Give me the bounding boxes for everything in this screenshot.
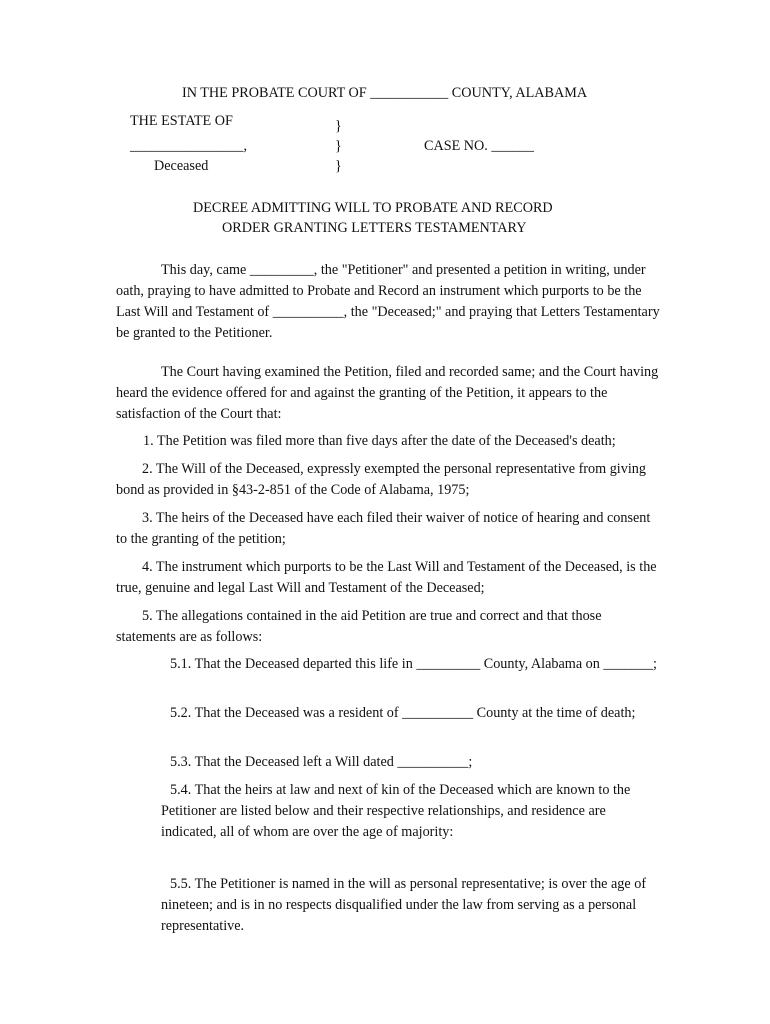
caption-bracket: }	[335, 158, 342, 174]
finding-item-4: 4. The instrument which purports to be the Last Will and Testament of the Deceased, is the true, genuine and legal Last Will and Testament of the Deceased;	[116, 559, 657, 596]
sub-item-5-2: 5.2. That the Deceased was a resident of __________ County at the time of death;	[170, 705, 636, 721]
opening-paragraph: This day, came _________, the "Petitioner" and presented a petition in writing, under oath, praying to have admitted to Probate and Record an instrument which purports to be the Last Will and Testament of __________, the "Deceased;" and praying that Letters Testamentary be granted to the Petitioner.	[116, 262, 660, 341]
title-line-2: ORDER GRANTING LETTERS TESTAMENTARY	[222, 220, 527, 236]
sub-item-5-3: 5.3. That the Deceased left a Will dated __________;	[170, 754, 473, 770]
deceased-label: Deceased	[154, 158, 209, 174]
estate-of-label: THE ESTATE OF	[130, 113, 233, 129]
sub-item-5-1: 5.1. That the Deceased departed this life in _________ County, Alabama on _______;	[170, 656, 658, 672]
sub-item-5-4: 5.4. That the heirs at law and next of kin of the Deceased which are known to the Petitioner are listed below and their respective relationships, and residence are indicated, all of whom are over the age of majority:	[161, 782, 631, 840]
court-heading: IN THE PROBATE COURT OF ___________ COUNTY, ALABAMA	[182, 85, 588, 101]
findings-intro-paragraph: The Court having examined the Petition, filed and recorded same; and the Court having heard the evidence offered for and against the granting of the Petition, it appears to the satisfaction of the Court that:	[116, 364, 659, 422]
finding-item-3: 3. The heirs of the Deceased have each filed their waiver of notice of hearing and consent to the granting of the petition;	[116, 510, 651, 547]
sub-item-5-5: 5.5. The Petitioner is named in the will as personal representative; is over the age of nineteen; and is in no respects disqualified under the law from serving as a personal representative.	[161, 876, 647, 934]
finding-item-2: 2. The Will of the Deceased, expressly exempted the personal representative from giving bond as provided in §43-2-851 of the Code of Alabama, 1975;	[116, 461, 646, 498]
case-number: CASE NO. ______	[424, 138, 534, 154]
estate-name-blank: ________________,	[130, 138, 248, 154]
caption-bracket: }	[335, 138, 342, 154]
caption-bracket: }	[335, 118, 342, 134]
finding-item-1: 1. The Petition was filed more than five days after the date of the Deceased's death;	[143, 433, 616, 449]
finding-item-5: 5. The allegations contained in the aid Petition are true and correct and that those statements are as follows:	[116, 608, 602, 645]
title-line-1: DECREE ADMITTING WILL TO PROBATE AND RECORD	[193, 200, 553, 216]
